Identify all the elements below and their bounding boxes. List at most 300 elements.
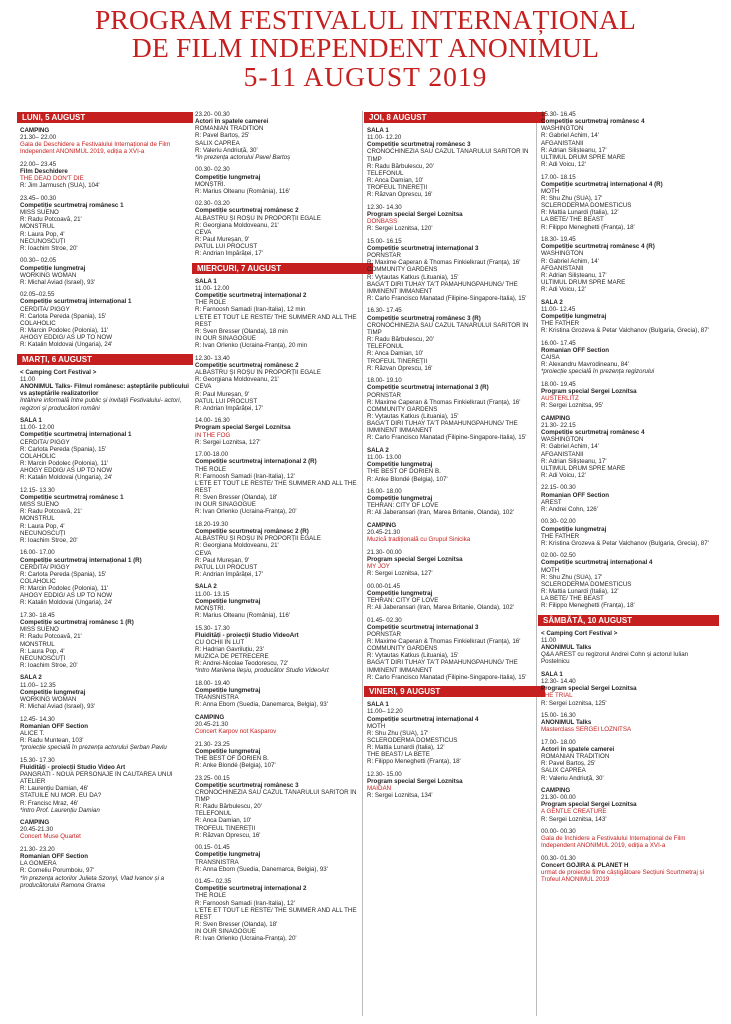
event-line: 15.30- 17.30 — [195, 624, 230, 632]
event-line: 00.00-01.45 — [367, 582, 401, 590]
event-line: R: Anke Blondé (Belgia), 107' — [367, 475, 448, 483]
event-line: R: Ioachim Stroe, 20' — [20, 536, 78, 544]
event-heading: Romanian OFF Section — [20, 853, 89, 861]
event-line: MISS SUENO — [20, 626, 59, 634]
event-line: R: Andrian Împărăței, 17' — [195, 570, 263, 578]
event-heading: Competiție lungmetraj — [20, 688, 86, 696]
event-heading: Fluidități - proiecții Studio Video Art — [20, 763, 126, 771]
day-header: LUNI, 5 AUGUST — [17, 112, 193, 123]
event-line: TRANSNISTRA — [195, 858, 239, 866]
event-heading: SALA 1 — [20, 417, 42, 425]
event-highlight: Gala de Deschidere a Festivalului Internațional de Film Independent ANONIMUL 2019, ediția a XVI-a — [20, 141, 171, 156]
event-line: 01.45– 02.35 — [195, 878, 232, 886]
event-line: R: Filippo Meneghetti (Franța), 18' — [367, 758, 461, 766]
event-line: R: Maxime Caperan & Thomas Finkielkraut (Franța), 16' — [367, 398, 521, 406]
event-line: R: Michal Aviad (Israel), 93' — [20, 703, 96, 711]
event-line: THE FATHER — [541, 320, 580, 328]
event-line: 02.05–02.55 — [20, 291, 55, 299]
event-line: BAGA'T DIRI TUHAY TA'T PAMAHUNGPAHUNG/ THE IMMINENT IMMANENT — [367, 659, 518, 674]
event-line: CAISĂ — [541, 354, 560, 362]
event-line: 11.00- 12.00 — [20, 424, 55, 432]
event-line: PATUL LUI PROCUST — [195, 563, 258, 571]
day-header: SÂMBĂTĂ, 10 AUGUST — [538, 615, 719, 626]
page-header — [0, 6, 731, 92]
event-highlight: urmat de proiecție filme câștigătoare Secțiuni Scurtmetraj și Trofeul ANONIMUL 2019 — [541, 869, 705, 884]
event-line: 02.30- 03.20 — [195, 200, 230, 208]
event-line: TELEFONUL — [367, 343, 404, 351]
event-line: 15.30- 16.45 — [541, 111, 576, 118]
event-line: MISS SUENO — [20, 209, 59, 217]
event-heading: CAMPING — [20, 819, 50, 827]
event-line: 18.30- 19.45 — [541, 236, 576, 244]
schedule-event — [367, 701, 542, 765]
event-line: R: Andrei Cohn, 126' — [541, 505, 598, 513]
event-line: LA GOMERA — [20, 860, 57, 868]
day-header: VINERI, 9 AUGUST — [364, 686, 545, 697]
event-line: 16.00- 18.00 — [367, 487, 402, 495]
event-heading: Competiție scurtmetraj românesc 3 — [367, 141, 471, 149]
event-line: 00.15- 01.45 — [195, 844, 230, 852]
schedule-event — [20, 757, 190, 814]
event-line: 00.30- 01.30 — [541, 854, 576, 862]
event-line: ALBASTRU ȘI ROȘU ÎN PROPORȚII EGALE — [195, 535, 321, 543]
event-line: TELEFONUL — [367, 169, 404, 177]
event-heading: Competiție scurtmetraj românesc 4 — [541, 429, 645, 437]
event-line: 20.45-21.30 — [367, 529, 401, 537]
event-line: THE ROLE — [195, 892, 226, 900]
schedule-event — [541, 340, 716, 376]
event-line: R: Anna Eborn (Suedia, Danemarca, Belgia), 93' — [195, 865, 328, 873]
schedule-event — [541, 174, 716, 231]
event-heading: Competiție scurtmetraj internațional 1 — [20, 431, 132, 439]
event-line: R: Adi Voicu, 12' — [541, 286, 586, 294]
schedule-event — [195, 417, 370, 446]
event-heading: Competiție scurtmetraj românesc 2 (R) — [195, 528, 309, 536]
event-line: WORKING WOMAN — [20, 271, 77, 279]
event-heading: Competiție lungmetraj — [195, 851, 261, 859]
event-heading: CAMPING — [195, 713, 225, 721]
event-line: CEVA — [195, 383, 212, 391]
event-line: 14.00- 16.30 — [195, 417, 230, 425]
event-line: R: Radu Bărbulescu, 20' — [367, 162, 434, 170]
event-line: 22.00– 23.45 — [20, 160, 57, 168]
event-line: R: Katalin Moldovai (Ungaria), 24' — [20, 474, 113, 482]
schedule-event — [541, 671, 716, 707]
event-line: R: Adrian Silișteanu, 17' — [541, 271, 607, 279]
event-line: CEVA — [195, 549, 212, 557]
event-line: R: Corneliu Porumboiu, 97' — [20, 867, 95, 875]
event-line: R: Valeriu Andriuță, 30' — [195, 146, 258, 154]
event-line: R: Anca Damian, 10' — [195, 817, 252, 825]
event-line: 21.30- 00.00 — [541, 794, 576, 802]
schedule-event — [195, 583, 370, 619]
event-line: 17.00-18.00 — [195, 451, 229, 459]
event-line: COLAHOLIC — [20, 319, 56, 327]
event-line: PANGRATI - NOUĂ PERSONAJE ÎN CĂUTAREA UNUI ATELIER — [20, 770, 173, 786]
event-note: *în prezența actorului Pavel Bartoș — [195, 153, 291, 161]
schedule-event — [20, 612, 190, 669]
event-heading: Actori în spatele camerei — [541, 745, 615, 753]
event-line: 16.30- 17.45 — [367, 307, 402, 315]
event-line: R: Sergei Loznitsa, 127' — [367, 570, 433, 578]
event-heading: ANONIMUL Talks- Filmul românesc: așteptările publicului vs așteptările realizatorilor — [20, 383, 189, 398]
schedule-event — [195, 844, 370, 873]
event-line: R: Hadrian Gavriluțiu, 23' — [195, 645, 264, 653]
event-line: R: Kristina Grozeva & Petar Valchanov (Bulgaria, Grecia), 87' — [541, 327, 709, 335]
title-line-1: PROGRAM FESTIVALUL INTERNAȚIONAL — [94, 4, 637, 35]
event-line: Q&A AREST cu regizorul Andrei Cohn și actorul Iulian Postelnicu — [541, 651, 689, 666]
event-line: 11.00- 13.15 — [195, 590, 230, 598]
event-line: R: Pavel Bartoș, 25' — [541, 760, 596, 768]
event-line: 15.00- 16.30 — [541, 711, 576, 719]
event-line: R: Adrian Silișteanu, 17' — [541, 457, 607, 465]
event-line: CRONOCHINEZIA SAU CAZUL TÂNĂRULUI SĂRITOR ÎN TIMP — [367, 148, 529, 163]
event-line: ALICE T. — [20, 729, 45, 737]
schedule-event — [20, 257, 190, 286]
event-heading: SALA 1 — [367, 701, 389, 709]
schedule-column-4 — [541, 111, 716, 889]
event-line: IN OUR SINAGOGUE — [195, 335, 256, 343]
event-line: R: Marius Olteanu (România), 116' — [195, 187, 290, 195]
event-line: R: Sven Bresser (Olanda), 18' — [195, 494, 278, 502]
event-line: TROFEUL TINEREȚII — [367, 184, 428, 192]
event-heading: Competiție lungmetraj — [20, 264, 86, 272]
event-line: 12.30- 14.30 — [367, 203, 402, 211]
event-line: PORNSTAR — [367, 391, 401, 399]
schedule-event — [367, 617, 542, 681]
event-line: 12.15- 13.30 — [20, 486, 55, 494]
event-line: NECUNOSCUȚI — [20, 654, 66, 662]
event-line: R: Radu Potcoavă, 21' — [20, 508, 82, 516]
event-line: R: Laura Pop, 4' — [20, 230, 65, 238]
event-line: R: Ioachim Stroe, 20' — [20, 244, 78, 252]
event-heading: Competiție scurtmetraj românesc 2 — [195, 207, 299, 215]
event-line: 11.00- 12.45 — [541, 305, 576, 313]
event-line: THE ROLE — [195, 465, 226, 473]
event-highlight: THE TRIAL — [541, 692, 573, 700]
event-line: PORNSTAR — [367, 630, 401, 638]
event-line: 21.30– 22.00 — [20, 134, 57, 142]
event-heading: Competiție lungmetraj — [195, 173, 261, 181]
schedule-event — [367, 549, 542, 578]
event-heading: Program special Sergei Loznitsa — [541, 801, 637, 809]
event-line: R: Ivan Orlenko (Ucraina-Franța), 20 min — [195, 342, 308, 350]
event-line: R: Shu Zhu (SUA), 17' — [541, 195, 603, 203]
event-line: THE BEST OF DORIEN B. — [367, 468, 441, 476]
event-line: R: Adrian Silișteanu, 17' — [541, 146, 607, 154]
event-heading: Competiție scurtmetraj românesc 4 (R) — [541, 243, 655, 251]
event-line: 02.00- 02.50 — [541, 552, 576, 560]
schedule-column-3 — [367, 111, 542, 805]
event-line: CEVA — [195, 228, 212, 236]
event-line: PORNSTAR — [367, 252, 401, 260]
event-heading: Competiție scurtmetraj românesc 2 — [195, 361, 299, 369]
event-line: 17.30- 18.45 — [20, 611, 55, 619]
event-line: R: Paul Mureșan, 9' — [195, 236, 250, 244]
event-line: R: Katalin Moldovai (Ungaria), 24' — [20, 341, 113, 349]
event-line: 00.30- 02.30 — [195, 166, 230, 174]
event-line: R: Sergei Loznitsa, 120' — [367, 225, 433, 233]
event-heading: Competiție lungmetraj — [541, 525, 607, 533]
event-line: ROMANIAN TRADITION — [195, 125, 264, 133]
event-heading: Competiție scurtmetraj internațional 2 (R) — [195, 458, 317, 466]
event-heading: Program special Sergei Loznitsa — [367, 778, 463, 786]
event-line: R: Adi Voicu, 12' — [541, 471, 586, 479]
event-line: R: Ioachim Stroe, 20' — [20, 661, 78, 669]
schedule-event — [541, 855, 716, 884]
event-line: R: Maxime Caperan & Thomas Finkielkraut (Franța), 16' — [367, 637, 521, 645]
schedule-event — [20, 487, 190, 544]
event-line: ROMANIAN TRADITION — [541, 753, 610, 761]
schedule-event — [367, 238, 542, 302]
event-highlight: DONBASS — [367, 218, 398, 226]
event-heading: Actori în spatele camerei — [195, 118, 269, 126]
event-line: ULTIMUL DRUM SPRE MARE — [541, 153, 626, 161]
event-heading: Program special Sergei Loznitsa — [195, 424, 291, 432]
event-line: COMMUNITY GARDENS — [367, 405, 438, 413]
event-line: R: Andrian Împărăței, 17' — [195, 250, 263, 258]
event-line: R: Radu Muntean, 103' — [20, 736, 84, 744]
event-line: SALIX CAPREA — [195, 139, 240, 147]
event-highlight: MY JOY — [367, 562, 390, 570]
event-line: WASHINGTON — [541, 436, 584, 444]
event-heading: Competiție scurtmetraj românesc 3 — [195, 781, 299, 789]
event-line: IN OUR SINAGOGUE — [195, 928, 256, 936]
event-heading: Romanian OFF Section — [541, 491, 610, 499]
event-line: 16.00- 17.45 — [541, 339, 576, 347]
event-line: R: Andrian Împărăței, 17' — [195, 404, 263, 412]
event-heading: SALA 1 — [195, 277, 217, 285]
event-line: 23.45– 00.30 — [20, 194, 57, 202]
event-line: 18.00- 19.45 — [541, 380, 576, 388]
event-line: MONȘTRI. — [195, 604, 226, 612]
event-line: 23.25- 00.15 — [195, 774, 230, 782]
schedule-event — [541, 299, 716, 335]
schedule-event — [20, 716, 190, 752]
event-line: 00.00- 00.30 — [541, 828, 576, 836]
event-heading: Competiție scurtmetraj internațional 4 — [541, 559, 653, 567]
event-line: AHOGY EDDIG/ AS UP TO NOW — [20, 334, 113, 342]
event-line: COMMUNITY GARDENS — [367, 266, 438, 274]
event-line: R: Carlo Francisco Manatad (Filipine-Singapore-Italia), 15' — [367, 673, 527, 681]
event-note: *proiecție specială în prezența regizorului — [541, 368, 655, 376]
event-heading: Competiție scurtmetraj internațional 3 — [367, 244, 479, 252]
event-line: R: Paul Mureșan, 9' — [195, 556, 250, 564]
schedule-event — [195, 111, 370, 161]
event-line: R: Filippo Meneghetti (Franța), 18' — [541, 602, 635, 610]
schedule-column-1 — [20, 111, 190, 894]
schedule-event — [541, 381, 716, 410]
event-line: 12.30- 15.00 — [367, 770, 402, 778]
event-line: CERDITA/ PIGGY — [20, 438, 70, 446]
event-line: R: Laura Pop, 4' — [20, 522, 65, 530]
event-line: MOTH — [541, 187, 560, 195]
event-line: CRONOCHINEZIA SAU CAZUL TÂNĂRULUI SĂRITOR ÎN TIMP — [195, 788, 357, 803]
event-line: BAGA'T DIRI TUHAY TA'T PAMAHUNGPAHUNG/ THE IMMINENT IMMANENT — [367, 280, 518, 295]
schedule-event — [195, 521, 370, 578]
schedule-event — [541, 630, 716, 666]
event-line: COMMUNITY GARDENS — [367, 645, 438, 653]
event-heading: SALA 2 — [541, 298, 563, 306]
event-line: R: Kristina Grozeva & Petar Valchanov (Bulgaria, Grecia), 87' — [541, 539, 709, 547]
event-line: 21.30- 23.20 — [20, 845, 55, 853]
event-line: R: Marcin Podolec (Polonia), 11' — [20, 327, 109, 335]
event-heading: SALA 2 — [195, 583, 217, 591]
event-line: MUZICĂ DE PETRECERE — [195, 653, 269, 661]
schedule-event — [541, 828, 716, 849]
event-line: R: Vytautas Katkus (Lituania), 15' — [367, 273, 459, 281]
event-heading: Competiție lungmetraj — [541, 312, 607, 320]
event-note: *proiecție specială în prezența actorului Șerban Pavlu — [20, 744, 167, 752]
event-line: R: Vytautas Katkus (Lituania), 15' — [367, 652, 459, 660]
schedule-event — [367, 447, 542, 483]
event-line: R: Shu Zhu (SUA), 17' — [367, 729, 429, 737]
event-line: THE ROLE — [195, 299, 226, 307]
event-line: 21.30- 00.00 — [367, 548, 402, 556]
event-line: R: Radu Bărbulescu, 20' — [195, 803, 262, 811]
event-heading: < Camping Cort Festival > — [20, 368, 97, 376]
day-header: MIERCURI, 7 AUGUST — [192, 263, 373, 274]
event-line: SALIX CAPREA — [541, 767, 586, 775]
event-heading: Competiție scurtmetraj românesc 1 (R) — [20, 619, 134, 627]
schedule-event — [20, 846, 190, 889]
event-heading: ANONIMUL Talks — [541, 644, 592, 652]
event-heading: Competiție scurtmetraj internațional 3 — [367, 623, 479, 631]
event-line: MOTH — [541, 566, 560, 574]
event-line: 11.00- 12.20 — [367, 134, 402, 142]
event-heading: Romanian OFF Section — [541, 346, 610, 354]
event-line: MONSTRUL — [20, 223, 55, 231]
event-heading: Competiție lungmetraj — [367, 461, 433, 469]
event-line: R: Georgiana Moldoveanu, 21' — [195, 376, 279, 384]
event-line: AFGANISTANII — [541, 139, 584, 147]
event-line: 15.00- 16.15 — [367, 237, 402, 245]
event-note: *intro Prof. Laurențiu Damian — [20, 806, 100, 814]
schedule-event — [541, 787, 716, 823]
event-line: R: Carlo Francisco Manatad (Filipine-Singapore-Italia), 15' — [367, 295, 527, 303]
event-line: SCLERODERMA DOMESTICUS — [541, 202, 632, 210]
event-line: STATUILE NU MOR. EU DA? — [20, 792, 102, 800]
event-line: WASHINGTON — [541, 125, 584, 133]
event-line: R: Marcin Podolec (Polonia), 11' — [20, 460, 109, 468]
event-line: R: Laura Pop, 4' — [20, 647, 65, 655]
event-line: R: Vytautas Katkus (Lituania), 15' — [367, 412, 459, 420]
event-line: R: Sven Bresser (Olanda), 18 min — [195, 327, 288, 335]
event-line: 18.20-19.30 — [195, 520, 229, 528]
event-line: ULTIMUL DRUM SPRE MARE — [541, 464, 626, 472]
event-line: R: Anna Eborn (Suedia, Danemarca, Belgia), 93' — [195, 701, 328, 709]
event-line: 00.30- 02.00 — [541, 518, 576, 526]
schedule-event — [195, 451, 370, 515]
event-line: R: Jim Jarmusch (SUA), 104' — [20, 182, 100, 190]
event-heading: < Camping Cort Festival > — [541, 629, 618, 637]
event-line: 12.30- 13.40 — [195, 354, 230, 362]
event-line: R: Carlota Pereda (Spania), 15' — [20, 312, 107, 320]
event-line: R: Adi Voicu, 12' — [541, 161, 586, 169]
event-line: WASHINGTON — [541, 250, 584, 258]
event-line: 18.00- 19.40 — [195, 679, 230, 687]
event-line: R: Paul Mureșan, 9' — [195, 390, 250, 398]
day-header: JOI, 8 AUGUST — [364, 112, 545, 123]
event-line: R: Ali Jaberansari (Iran, Marea Britanie, Olanda), 102' — [367, 604, 515, 612]
event-line: 12.30- 14.40 — [541, 678, 576, 686]
event-line: L'ÉTÉ ET TOUT LE RESTE/ THE SUMMER AND ALL THE REST — [195, 313, 357, 328]
event-heading: Program special Sergei Loznitsa — [367, 211, 463, 219]
event-line: PATUL LUI PROCUST — [195, 397, 258, 405]
event-heading: Competiție lungmetraj — [195, 747, 261, 755]
event-line: LA BÊTE/ THE BEAST — [541, 595, 604, 603]
event-line: MOTH — [367, 722, 386, 730]
schedule-event — [367, 307, 542, 371]
event-line: CRONOCHINEZIA SAU CAZUL TÂNĂRULUI SĂRITOR ÎN TIMP — [367, 321, 529, 336]
event-note: Întâlnire informală între public și invitații Festivalului- actori, regizori și producători români — [20, 397, 182, 412]
event-line: R: Carlota Pereda (Spania), 15' — [20, 445, 107, 453]
event-highlight: Masterclass SERGEI LOZNITSA — [541, 726, 632, 734]
event-line: MISS SUENO — [20, 501, 59, 509]
event-line: NECUNOSCUȚI — [20, 237, 66, 245]
event-heading: Competiție scurtmetraj internațional 4 — [367, 715, 479, 723]
event-highlight: IN THE FOG — [195, 431, 231, 439]
event-line: SCLERODERMA DOMESTICUS — [541, 580, 632, 588]
event-highlight: AUSTERLITZ — [541, 395, 579, 403]
schedule-event — [195, 166, 370, 195]
event-line: TROFEUL TINEREȚII — [367, 357, 428, 365]
schedule-event — [367, 583, 542, 612]
event-line: 20.45-21.30 — [195, 720, 229, 728]
event-line: THE FATHER — [541, 532, 580, 540]
festival-dates: 5-11 AUGUST 2019 — [243, 61, 488, 92]
event-line: R: Alexandru Mavrodineanu, 84' — [541, 361, 629, 369]
event-heading: Romanian OFF Section — [20, 722, 89, 730]
event-line: R: Pavel Bartoș, 25' — [195, 132, 250, 140]
event-line: MONSTRUL — [20, 640, 55, 648]
event-line: R: Sergei Loznitsa, 134' — [367, 792, 433, 800]
schedule-event — [195, 714, 370, 735]
event-line: R: Maxime Caperan & Thomas Finkielkraut (Franța), 16' — [367, 259, 521, 267]
event-line: R: Mattia Lunardi (Italia), 12' — [541, 209, 619, 217]
event-heading: Competiție scurtmetraj internațional 1 (R) — [20, 556, 142, 564]
event-line: R: Georgiana Moldoveanu, 21' — [195, 542, 279, 550]
event-line: COLAHOLIC — [20, 452, 56, 460]
event-line: R: Mattia Lunardi (Italia), 12' — [541, 588, 619, 596]
event-line: MONȘTRI. — [195, 180, 226, 188]
event-line: R: Katalin Moldovai (Ungaria), 24' — [20, 599, 113, 607]
event-line: MONSTRUL — [20, 515, 55, 523]
event-line: 17.00- 18.15 — [541, 173, 576, 181]
title-line-2: DE FILM INDEPENDENT ANONIMUL — [131, 32, 600, 63]
event-line: CU OCHII ÎN LUT — [195, 638, 245, 646]
event-line: L'ÉTÉ ET TOUT LE RESTE/ THE SUMMER AND ALL THE REST — [195, 479, 357, 494]
schedule-event — [367, 771, 542, 800]
event-line: R: Filippo Meneghetti (Franța), 18' — [541, 223, 635, 231]
event-heading: Film Deschidere — [20, 168, 68, 176]
event-line: R: Marcin Podolec (Polonia), 11' — [20, 585, 109, 593]
event-line: R: Sven Bresser (Olanda), 18' — [195, 921, 278, 929]
schedule-event — [195, 878, 370, 942]
event-line: R: Mattia Lunardi (Italia), 12' — [367, 744, 445, 752]
event-highlight: A GENTLE CREATURE — [541, 808, 607, 816]
event-heading: SALA 2 — [20, 674, 42, 682]
event-line: R: Marius Olteanu (România), 116' — [195, 612, 290, 620]
event-line: 18.00- 19.10 — [367, 377, 402, 385]
event-line: BAGA'T DIRI TUHAY TA'T PAMAHUNGPAHUNG/ THE IMMINENT IMMANENT — [367, 420, 518, 435]
event-line: R: Francisc Mraz, 46' — [20, 799, 79, 807]
event-line: LA BÊTE/ THE BEAST — [541, 216, 604, 224]
event-line: R: Anca Damian, 10' — [367, 350, 424, 358]
schedule-event — [195, 355, 370, 412]
event-line: SCLERODERMA DOMESTICUS — [367, 736, 458, 744]
event-line: TEHRAN: CITY OF LOVE — [367, 502, 439, 510]
